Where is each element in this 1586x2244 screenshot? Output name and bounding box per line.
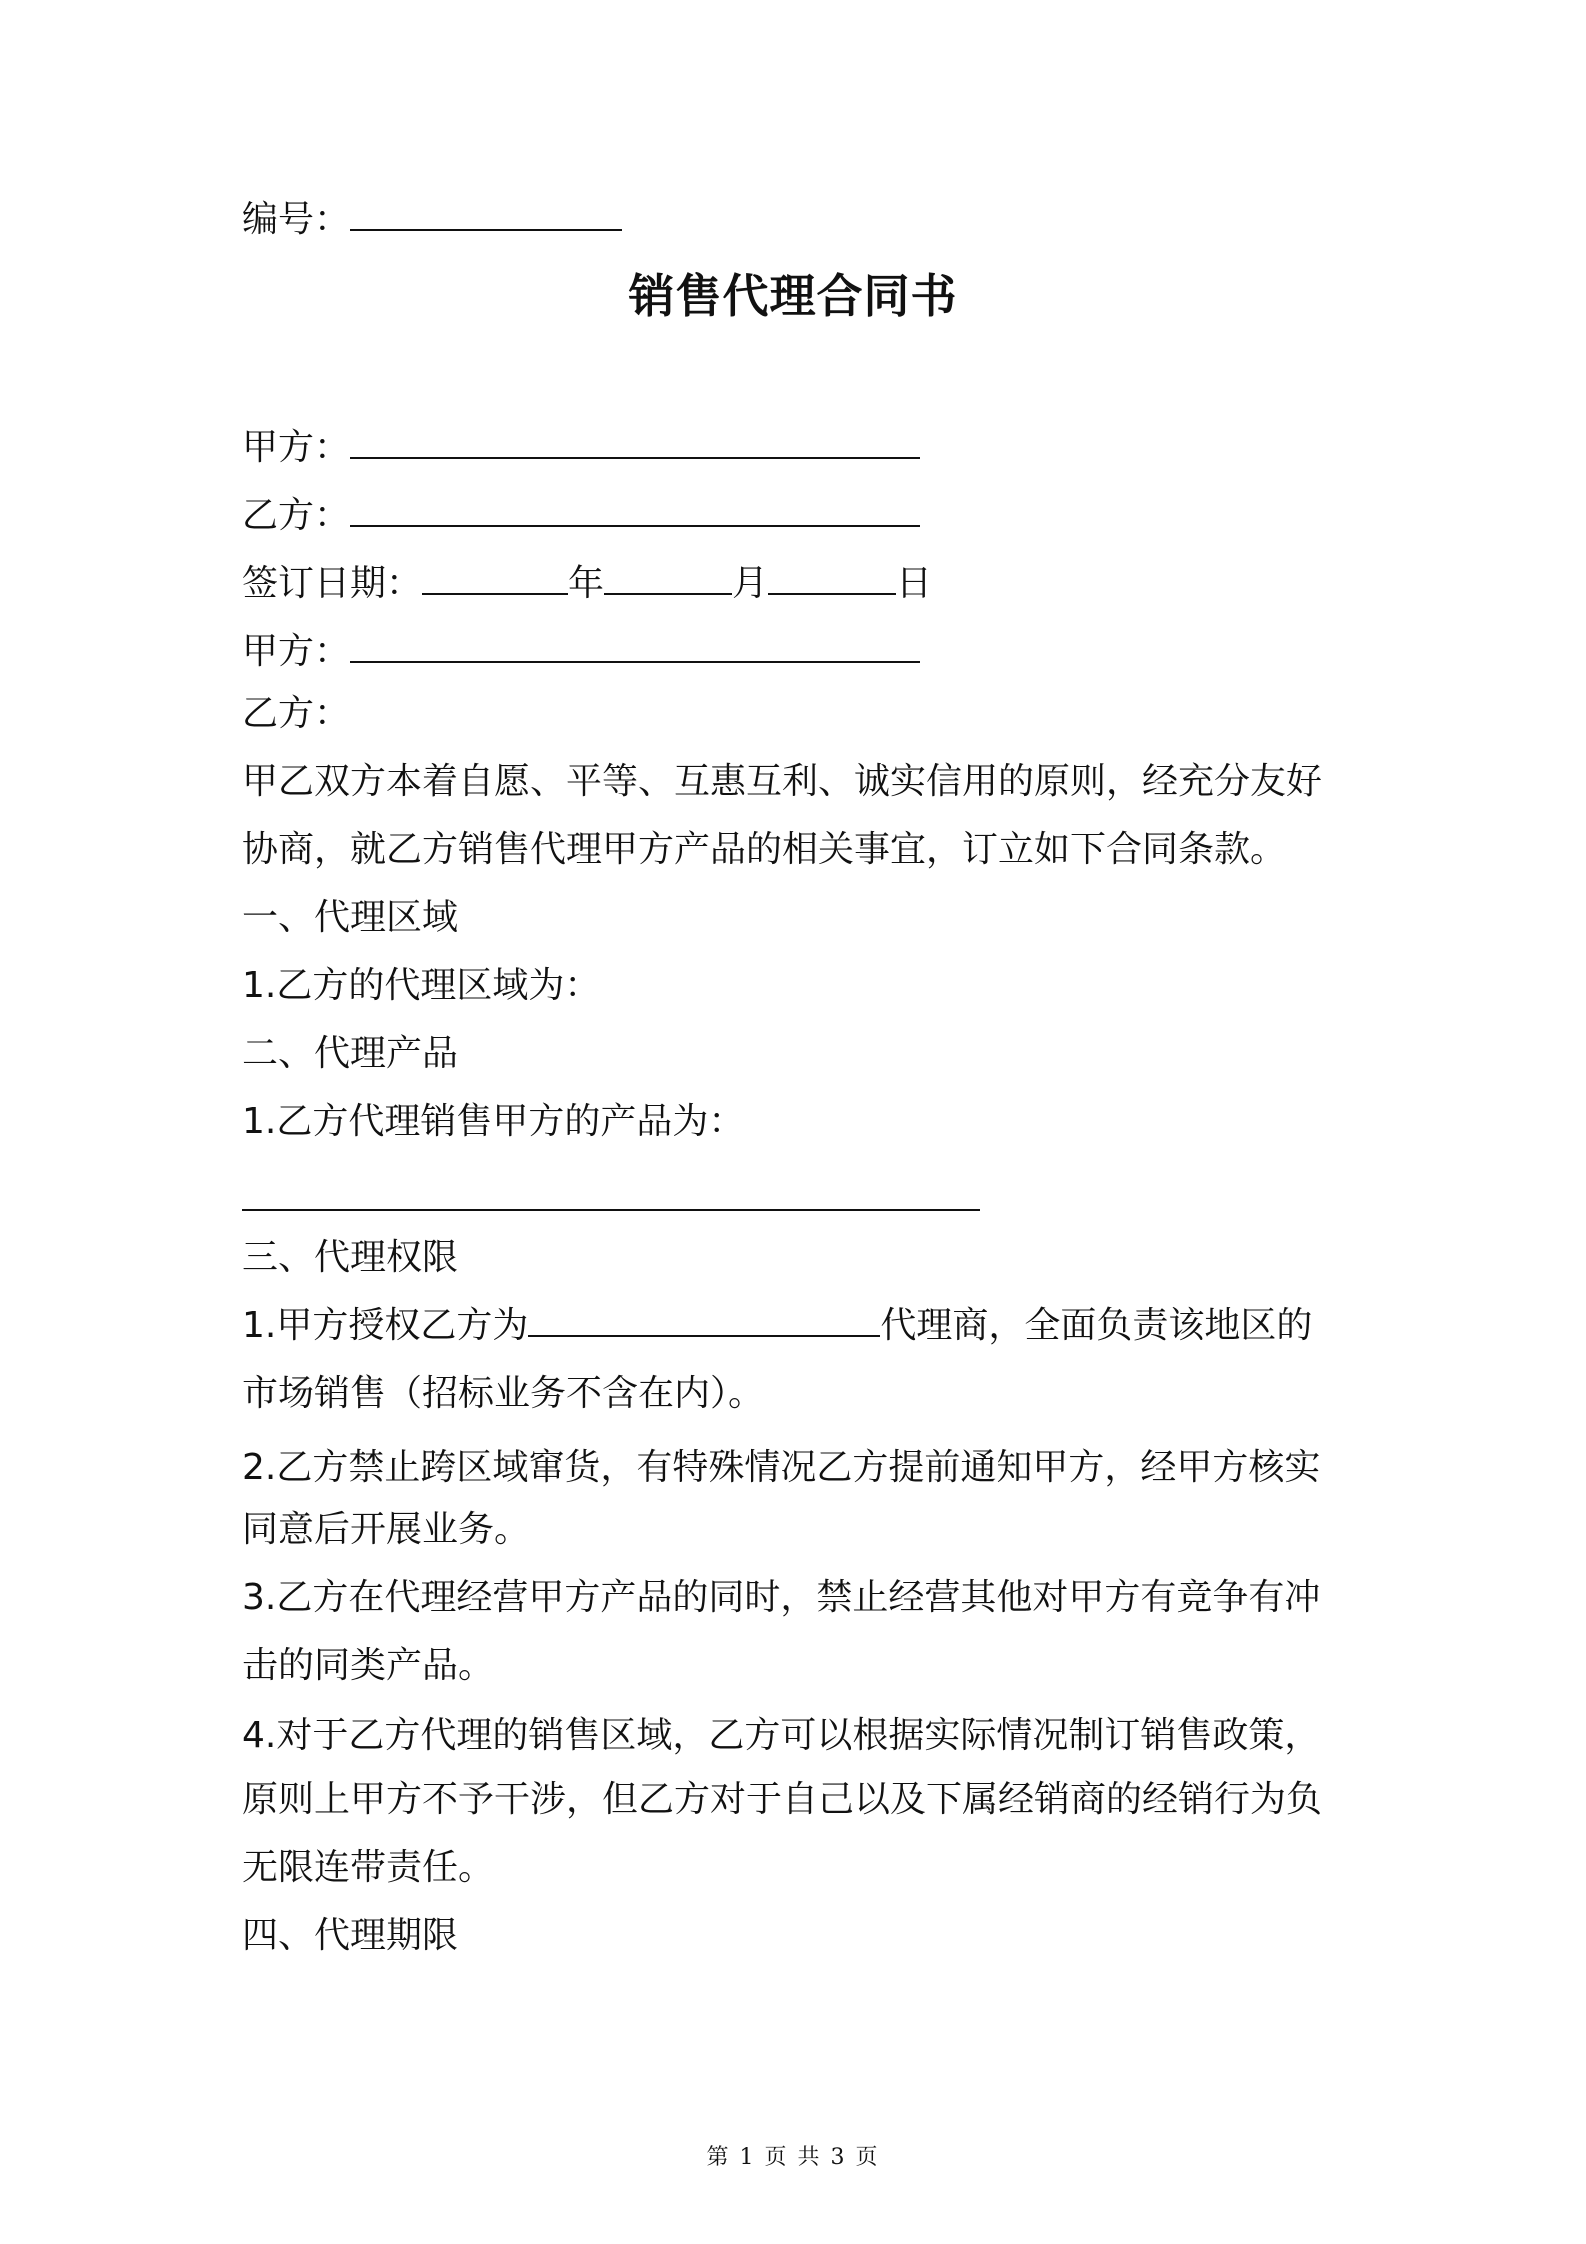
intro-line-2: 协商，就乙方销售代理甲方产品的相关事宜，订立如下合同条款。 [242,829,1287,870]
section-1-heading: 一、代理区域 [242,897,459,938]
party-a-row-2 [242,628,920,676]
product-blank [242,1179,980,1211]
contract-number-blank [350,199,622,231]
party-b-row [242,492,920,540]
day-label: 日 [896,563,933,604]
section-3-item-3-line-1: 3.乙方在代理经营甲方产品的同时，禁止经营其他对甲方有竞争有冲 [242,1577,1321,1618]
document-title: 销售代理合同书 [628,269,958,323]
contract-number-row [242,196,622,244]
section-3-item-2-line-1: 2.乙方禁止跨区域窜货，有特殊情况乙方提前通知甲方，经甲方核实 [242,1447,1321,1488]
contract-number-label: 编号： [242,199,351,240]
section-4-heading: 四、代理期限 [242,1915,459,1956]
party-a-row [242,424,920,472]
intro-line-1: 甲乙双方本着自愿、平等、互惠互利、诚实信用的原则，经充分友好 [242,761,1323,802]
section-3-item-1-suffix: 代理商，全面负责该地区的 [880,1305,1313,1346]
section-1-item-1: 1.乙方的代理区域为： [242,965,601,1006]
signing-date-label: 签订日期： [242,563,423,604]
section-3-heading: 三、代理权限 [242,1237,459,1278]
signing-date-row [242,560,932,608]
party-b-label: 乙方： [242,495,351,536]
party-a-blank-2 [350,631,920,663]
party-a-label: 甲方： [242,427,351,468]
section-3-item-4-line-1: 4.对于乙方代理的销售区域，乙方可以根据实际情况制订销售政策， [242,1715,1321,1756]
party-a-blank [350,427,920,459]
party-b-row-2 [242,690,350,738]
year-blank [422,563,568,595]
section-2-item-1: 1.乙方代理销售甲方的产品为： [242,1101,745,1142]
day-blank [768,563,896,595]
section-3-item-3-line-2: 击的同类产品。 [242,1645,495,1686]
party-b-blank [350,495,920,527]
section-3-item-1-prefix: 1.甲方授权乙方为 [242,1305,529,1346]
section-3-item-1-line-2: 市场销售（招标业务不含在内）。 [242,1373,765,1414]
section-2-heading: 二、代理产品 [242,1033,459,1074]
month-blank [604,563,732,595]
product-blank-row [242,1176,980,1224]
month-label: 月 [732,563,769,604]
section-3-item-2-line-2: 同意后开展业务。 [242,1509,531,1550]
section-3-item-4-line-2: 原则上甲方不予干涉，但乙方对于自己以及下属经销商的经销行为负 [242,1779,1323,1820]
section-3-item-4-line-3: 无限连带责任。 [242,1847,495,1888]
party-b-label-2: 乙方： [242,693,351,734]
year-label: 年 [568,563,605,604]
page-footer: 第 1 页 共 3 页 [706,2145,880,2170]
agent-type-blank [528,1305,880,1337]
section-3-item-1-line-1 [242,1302,1312,1350]
party-a-label-2: 甲方： [242,631,351,672]
